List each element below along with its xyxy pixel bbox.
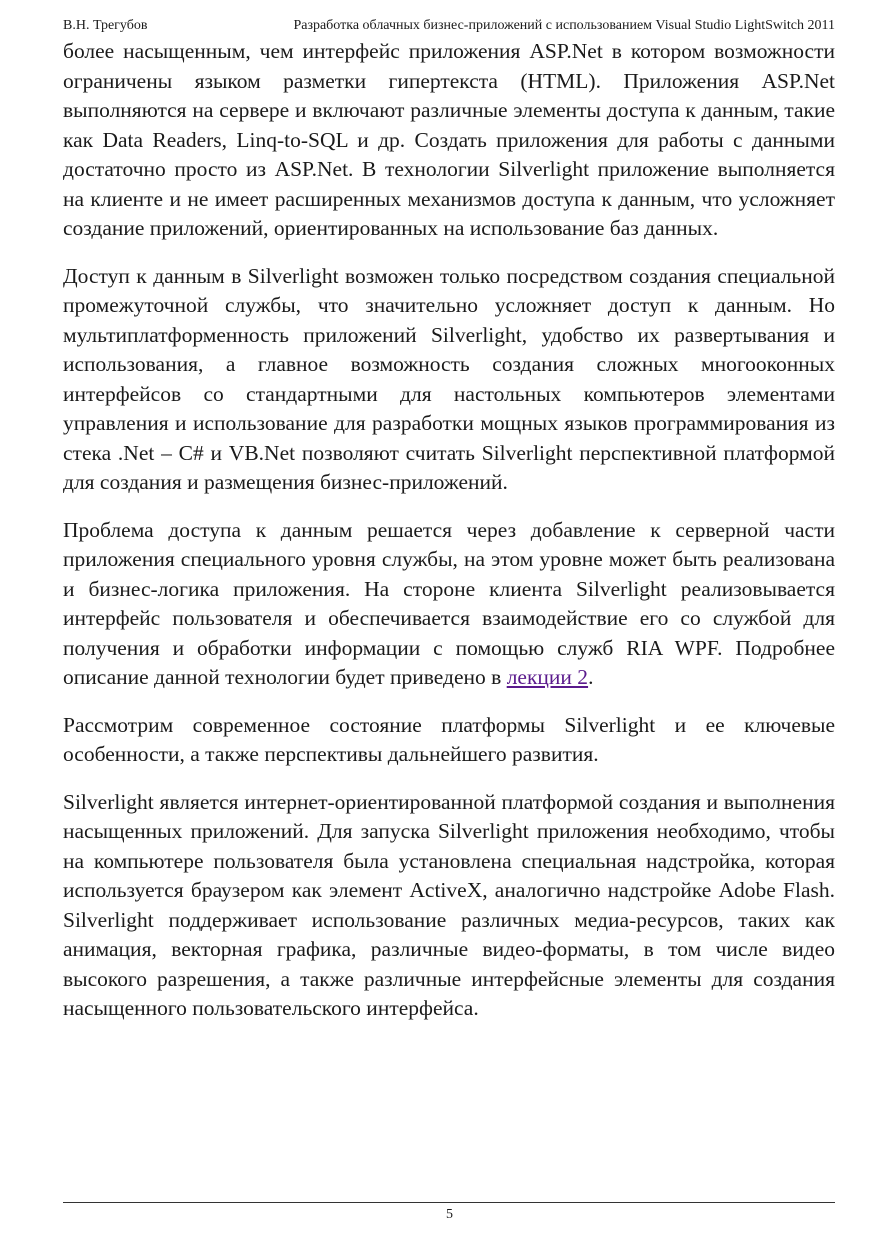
page-number: 5 [446,1207,453,1222]
header-author: В.Н. Трегубов [63,18,148,33]
paragraph-2: Доступ к данным в Silverlight возможен только посредством создания специальной промежуточной службы, что значительно усложняет доступ к данным. Но мультиплатформенность приложений Silverlight, удобство их развертывания и использования, а главное возможность создания сложных многооконных интерфейсов со стандартными для настольных компьютеров элементами управления и использование для разработки мощных языков программирования из стека .Net – C# и VB.Net позволяют считать Silverlight перспективной платформой для создания и размещения бизнес-приложений. [63,263,835,494]
paragraph-4: Рассмотрим современное состояние платформы Silverlight и ее ключевые особенности, а также перспективы дальнейшего развития. [63,712,835,766]
lecture-2-link[interactable]: лекции 2 [506,665,589,689]
paragraph-3-end: . [588,665,594,689]
header-title: Разработка облачных бизнес-приложений с использованием Visual Studio LightSwitch 2011 [293,18,835,33]
footer-divider [63,1202,835,1203]
paragraph-3 [63,516,835,693]
paragraph-5: Silverlight является интернет-ориентированной платформой создания и выполнения насыщенных приложений. Для запуска Silverlight приложения необходимо, чтобы на компьютере пользователя была установлена специальная надстройка, которая используется браузером как элемент ActiveX, аналогично надстройке Adobe Flash. Silverlight поддерживает использование различных медиа-ресурсов, таких как анимация, векторная графика, различные видео-форматы, в том числе видео высокого разрешения, а также различные интерфейсные элементы для создания насыщенного пользовательского интерфейса. [63,789,835,1020]
page-body [63,37,835,1042]
page-header [63,16,835,36]
paragraph-3-text: Проблема доступа к данным решается через добавление к серверной части приложения специального уровня службы, на этом уровне может быть реализована и бизнес-логика приложения. На стороне клиента Silverlight реализовывается интерфейс пользователя и обеспечивается взаимодействие его со службой для получения и обработки информации с помощью служб RIA WPF. Подробнее описание данной технологии будет приведено в [63,517,835,689]
paragraph-1: более насыщенным, чем интерфейс приложения ASP.Net в котором возможности ограничены языком разметки гипертекста (HTML). Приложения ASP.Net выполняются на сервере и включают различные элементы доступа к данным, такие как Data Readers, Linq-to-SQL и др. Создать приложения для работы с данными достаточно просто из ASP.Net. В технологии Silverlight приложение выполняется на клиенте и не имеет расширенных механизмов доступа к данным, что усложняет создание приложений, ориентированных на использование баз данных. [63,39,835,240]
